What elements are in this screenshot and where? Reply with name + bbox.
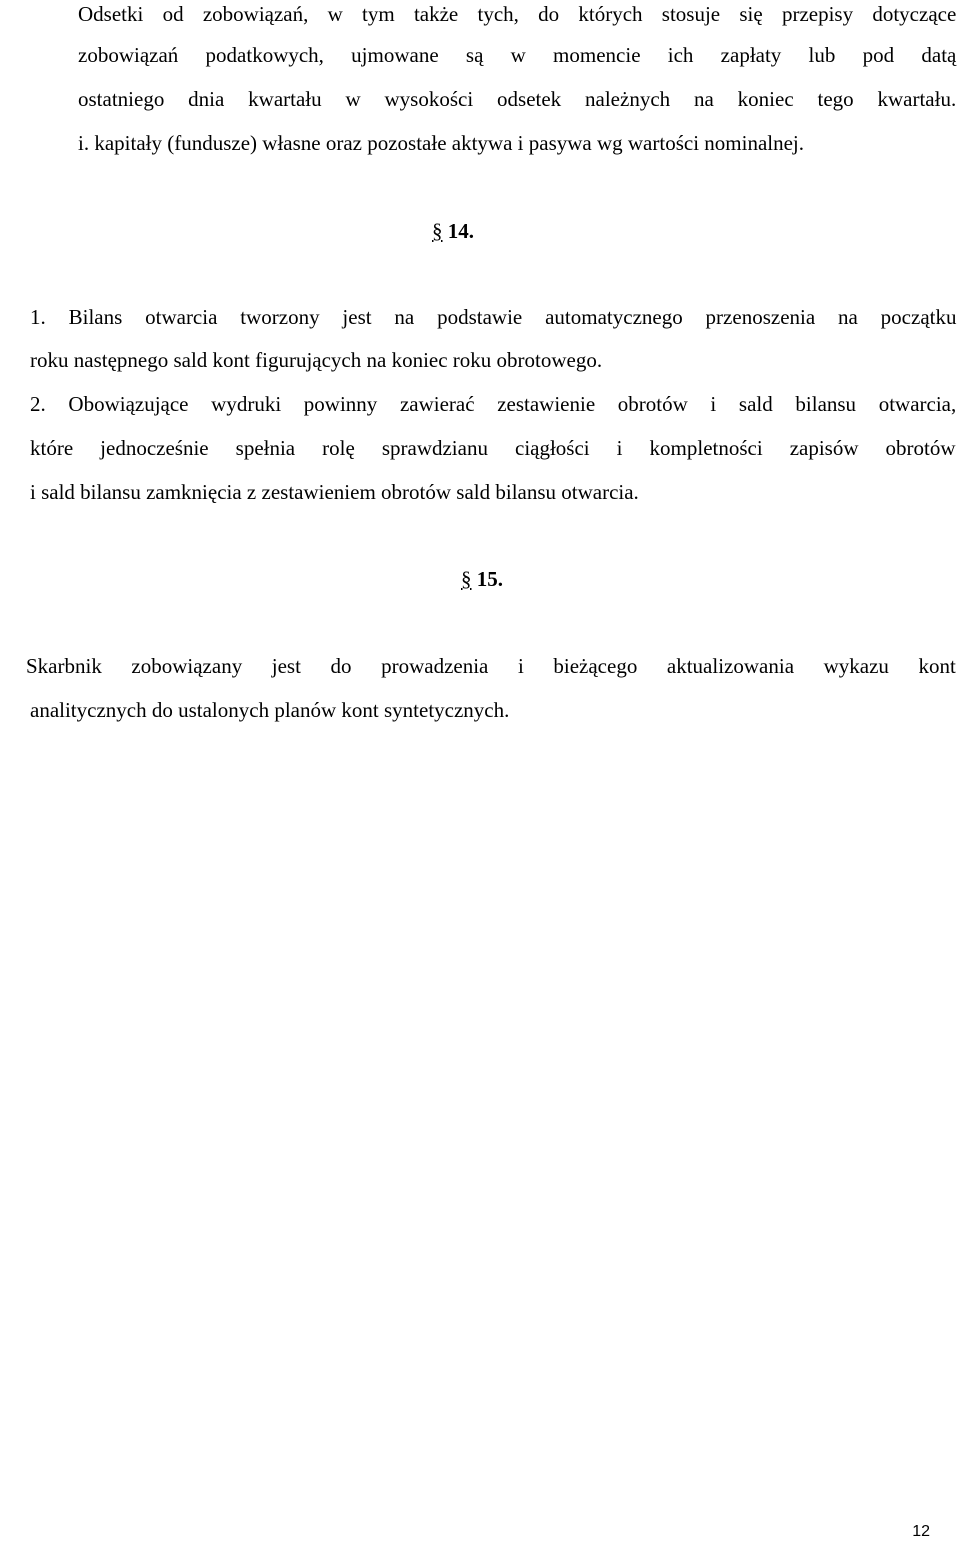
section-15-paragraph-line-1: Skarbnik zobowiązany jest do prowadzenia i bieżącego aktualizowania wykazu kont (26, 654, 956, 678)
page-number: 12 (912, 1523, 930, 1540)
section-15-number: 15. (476, 567, 503, 591)
section-14-item-1-line-2: roku następnego sald kont figurujących na koniec roku obrotowego. (30, 348, 603, 372)
intro-line-3: ostatniego dnia kwartału w wysokości odsetek należnych na koniec tego kwartału. (78, 87, 957, 111)
section-symbol: § (432, 219, 443, 243)
intro-line-2: zobowiązań podatkowych, ujmowane są w momencie ich zapłaty lub pod datą (78, 43, 957, 67)
intro-line-1 (78, 1, 956, 27)
section-14-number: 14. (447, 219, 474, 243)
intro-line-1-content: Odsetki od zobowiązań, w tym także tych, do których stosuje się przepisy dotyczące (78, 2, 957, 26)
section-14-heading (432, 218, 474, 244)
section-14-item-2-line-3: i sald bilansu zamknięcia z zestawieniem obrotów sald bilansu otwarcia. (30, 480, 639, 504)
section-14-item-2-line-2: które jednocześnie spełnia rolę sprawdzianu ciągłości i kompletności zapisów obrotów (30, 436, 956, 460)
section-14-item-2-line-1: 2. Obowiązujące wydruki powinny zawierać zestawienie obrotów i sald bilansu otwarcia, (30, 392, 957, 416)
section-14-item-1-line-1: 1. Bilans otwarcia tworzony jest na podstawie automatycznego przenoszenia na początku (30, 305, 957, 329)
section-15-heading (461, 566, 503, 592)
section-symbol: § (461, 567, 472, 591)
section-15-paragraph-line-2: analitycznych do ustalonych planów kont syntetycznych. (30, 698, 510, 722)
intro-line-4: i. kapitały (fundusze) własne oraz pozostałe aktywa i pasywa wg wartości nominalnej. (78, 131, 805, 155)
intro-line-1-text (78, 1, 956, 27)
